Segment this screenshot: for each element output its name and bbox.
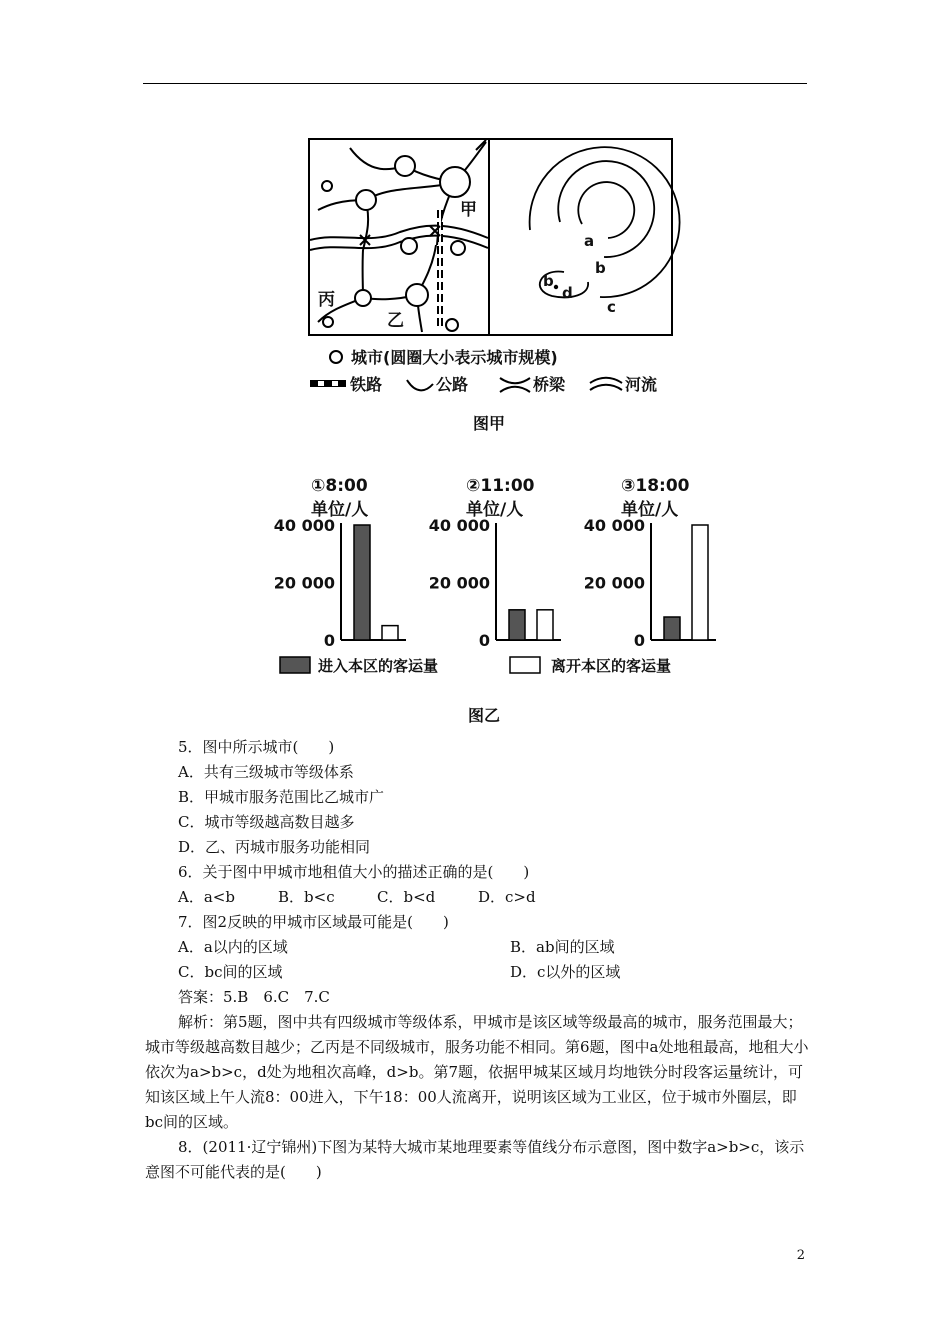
- map-label-yi: 乙: [387, 311, 404, 331]
- chart-2-unit-label: 单位/人: [466, 500, 524, 520]
- legend-out-swatch: [510, 657, 540, 673]
- ring-label-c: c: [607, 298, 616, 316]
- chart-3-y-tick: 40 000: [583, 516, 645, 535]
- analysis-paragraph: 解析：第5题，图中共有四级城市等级体系，甲城市是该区域等级最高的城市，服务范围最大；城市等级越高数目越少；乙丙是不同级城市，服务功能不相同。第6题，图中a处地租最高，地租大小依次为a>b>c，d处为地租次高峰，d>b。第7题，依据甲城某区域月均地铁分时段客运量统计，可知该区域上午人流8：00进入，下午18：00人流离开，说明该区域为工业区，位于城市外圈层，即bc间的区域。: [145, 1013, 809, 1131]
- question-5-option-b: B．甲城市服务范围比乙城市广: [178, 788, 385, 806]
- ring-label-b: b: [595, 259, 606, 277]
- answer-line: 答案：5.B 6.C 7.C: [178, 988, 330, 1006]
- question-7-option-a: A．a以内的区域: [178, 938, 288, 956]
- chart-3-title: ③18:00: [621, 476, 690, 496]
- figure-yi-caption: 图乙: [468, 706, 501, 725]
- question-5-option-d: D．乙、丙城市服务功能相同: [178, 838, 371, 856]
- chart-2-title: ②11:00: [466, 476, 535, 496]
- chart-3-y-tick: 20 000: [583, 573, 645, 593]
- chart-2-y-tick: 40 000: [428, 516, 490, 535]
- legend-highway: 公路: [436, 375, 469, 394]
- question-7: 7．图2反映的甲城市区域最可能是( ): [178, 913, 449, 931]
- ring-label-a: a: [584, 232, 595, 250]
- map-label-bing: 丙: [318, 290, 335, 310]
- legend-river: 河流: [625, 375, 658, 394]
- chart-3-y-tick: 0: [633, 631, 645, 650]
- question-7-option-b: B．ab间的区域: [510, 938, 615, 956]
- legend-out-label: 离开本区的客运量: [551, 657, 672, 675]
- legend-railway: 铁路: [350, 375, 383, 394]
- legend-in-label: 进入本区的客运量: [318, 657, 439, 675]
- question-5-option-c: C．城市等级越高数目越多: [178, 813, 355, 831]
- chart-1-y-tick: 0: [323, 631, 335, 650]
- question-5-option-a: A．共有三级城市等级体系: [178, 763, 354, 781]
- figure-jia-caption: 图甲: [473, 414, 506, 433]
- chart-1-y-tick: 40 000: [273, 516, 335, 535]
- chart-2-y-tick: 0: [478, 631, 490, 650]
- chart-1-y-tick: 20 000: [273, 573, 335, 593]
- chart-2-y-tick: 20 000: [428, 573, 490, 593]
- question-6-option-c: C．b<d: [377, 888, 436, 906]
- ring-label-d: d: [562, 284, 573, 302]
- chart-1-title: ①8:00: [311, 476, 368, 496]
- legend-in-swatch: [280, 657, 310, 673]
- legend-bridge: 桥梁: [533, 375, 566, 394]
- chart-1-unit-label: 单位/人: [311, 500, 369, 520]
- question-7-option-d: D．c以外的区域: [510, 963, 621, 981]
- question-6-option-b: B．b<c: [278, 888, 335, 906]
- ring-label-b-secondary: b: [543, 272, 554, 290]
- map-label-jia: 甲: [460, 200, 477, 220]
- question-6: 6．关于图中甲城市地租值大小的描述正确的是( ): [178, 863, 530, 881]
- question-5: 5．图中所示城市( ): [178, 738, 335, 756]
- legend-city: 城市(圆圈大小表示城市规模): [351, 348, 558, 367]
- chart-3-unit-label: 单位/人: [621, 500, 679, 520]
- page-number: 2: [796, 1248, 805, 1263]
- question-6-option-d: D．c>d: [478, 888, 536, 906]
- question-7-option-c: C．bc间的区域: [178, 963, 283, 981]
- question-8: 8．(2011·辽宁锦州)下图为某特大城市某地理要素等值线分布示意图，图中数字a>b>c，该示意图不可能代表的是( ): [145, 1138, 805, 1181]
- question-6-option-a: A．a<b: [178, 888, 235, 906]
